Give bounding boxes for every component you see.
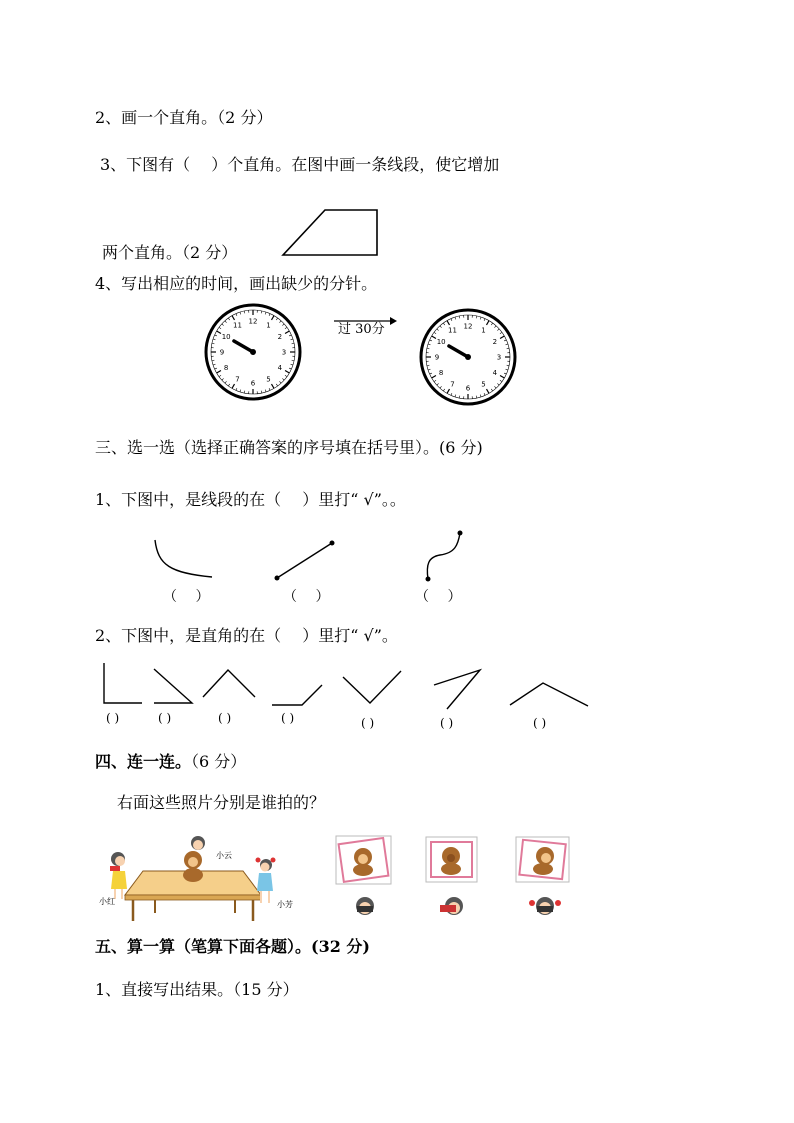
clock-number: 1 — [266, 321, 271, 330]
segment-endpoint — [275, 576, 280, 581]
clock-number: 8 — [223, 364, 229, 372]
clock-number: 3 — [281, 348, 287, 357]
answer-paren[interactable]: （ ） — [283, 589, 330, 605]
section-3-q1-text: 1、下图中，是线段的在（ ）里打“ √”。。 — [95, 490, 406, 509]
child-camera-icon[interactable] — [436, 894, 476, 920]
answer-paren[interactable]: ( ) — [106, 711, 120, 725]
wavy-line — [427, 533, 460, 579]
clock-number: 10 — [221, 333, 231, 341]
clock-number: 5 — [266, 375, 271, 384]
photo-monkey-3[interactable] — [515, 836, 571, 884]
answer-paren[interactable]: ( ) — [218, 711, 232, 725]
section-3-q2-text: 2、下图中，是直角的在（ ）里打“ √”。 — [95, 626, 398, 645]
question-2-text: 2、画一个直角。（2 分） — [95, 108, 273, 127]
angles-figure — [95, 655, 605, 715]
clock-number: 8 — [438, 369, 444, 377]
answer-paren[interactable]: ( ) — [440, 716, 454, 730]
clock-number: 9 — [434, 353, 440, 362]
clock-number: 9 — [219, 348, 225, 357]
label-xiaofang: 小芳 — [277, 900, 293, 909]
photo-monkey-2[interactable] — [425, 836, 479, 884]
clock-after — [418, 307, 518, 407]
question-3-line1: 3、下图有（ ）个直角。在图中画一条线段，使它增加 — [100, 155, 500, 174]
question-3-line2: 两个直角。（2 分） — [102, 243, 238, 262]
lines-figure — [140, 525, 480, 585]
segment-endpoint — [458, 531, 463, 536]
section-4-score: （6 分） — [191, 752, 247, 771]
clock-number: 1 — [481, 326, 486, 335]
curve-line — [155, 540, 212, 577]
answer-paren[interactable]: （ ） — [415, 589, 462, 605]
clock-number: 6 — [250, 379, 256, 388]
clock-number: 4 — [277, 364, 283, 372]
clock-number: 5 — [481, 380, 486, 389]
clock-number: 2 — [492, 338, 498, 346]
clock-number: 12 — [248, 317, 258, 326]
answer-paren[interactable]: ( ) — [281, 711, 295, 725]
arrow-label: 过 30分 — [338, 322, 385, 337]
section-4-title-text: 四、连一连。 — [95, 752, 192, 771]
clock-number: 10 — [436, 338, 446, 346]
child-camera-icon[interactable] — [525, 893, 565, 921]
label-xiaohong: 小红 — [99, 897, 115, 906]
question-4-text: 4、写出相应的时间，画出缺少的分针。 — [95, 274, 378, 293]
clock-number: 4 — [492, 369, 498, 377]
answer-paren[interactable]: ( ) — [158, 711, 172, 725]
trapezoid-figure — [280, 205, 382, 260]
section-5-title: 五、算一算（笔算下面各题）。(32 分) — [95, 937, 370, 956]
clock-number: 7 — [235, 375, 240, 384]
clock-number: 7 — [450, 380, 455, 389]
clock-number: 3 — [496, 353, 502, 362]
photo-monkey-1[interactable] — [335, 835, 393, 887]
clock-number: 11 — [233, 321, 242, 330]
section-3-title: 三、选一选（选择正确答案的序号填在括号里）。(6 分) — [95, 438, 483, 457]
table-scene-illustration — [95, 833, 310, 925]
answer-paren[interactable]: （ ） — [163, 589, 210, 605]
segment-endpoint — [330, 541, 335, 546]
child-camera-icon[interactable] — [347, 894, 383, 920]
clock-number: 6 — [465, 384, 471, 393]
clock-number: 2 — [277, 333, 283, 341]
segment-endpoint — [426, 577, 431, 582]
label-xiaoyun: 小云 — [216, 851, 232, 860]
answer-paren[interactable]: ( ) — [361, 716, 375, 730]
section-4-title — [95, 752, 246, 772]
clock-number: 12 — [463, 322, 473, 331]
section-4-prompt: 右面这些照片分别是谁拍的？ — [117, 793, 326, 812]
section-5-q1-text: 1、直接写出结果。（15 分） — [95, 980, 299, 999]
line-segment — [277, 543, 332, 578]
answer-paren[interactable]: ( ) — [533, 716, 547, 730]
clock-before — [203, 302, 303, 402]
clock-number: 11 — [448, 326, 457, 335]
